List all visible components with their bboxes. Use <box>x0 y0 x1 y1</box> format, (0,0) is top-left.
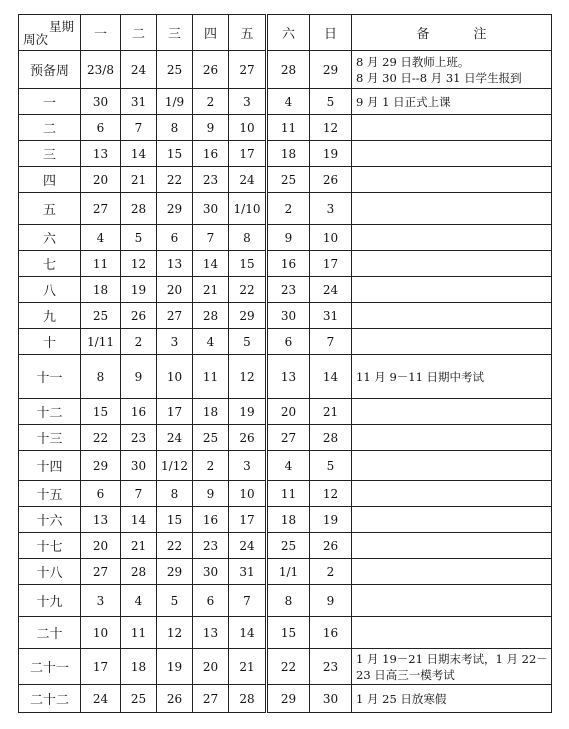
date-cell: 19 <box>310 141 352 167</box>
week-label-cell: 十九 <box>19 585 81 617</box>
date-cell: 8 <box>81 355 121 399</box>
date-cell: 24 <box>229 167 267 193</box>
week-label-cell: 十七 <box>19 533 81 559</box>
date-cell: 6 <box>81 115 121 141</box>
date-cell: 21 <box>121 533 157 559</box>
week-label-cell: 八 <box>19 277 81 303</box>
date-cell: 27 <box>267 425 310 451</box>
date-cell: 23 <box>310 649 352 685</box>
week-label-cell: 三 <box>19 141 81 167</box>
date-cell: 24 <box>121 51 157 89</box>
date-cell: 7 <box>229 585 267 617</box>
date-cell: 29 <box>229 303 267 329</box>
note-line: 8 月 30 日--8 月 31 日学生报到 <box>356 70 522 85</box>
note-cell <box>352 115 552 141</box>
date-cell: 26 <box>310 167 352 193</box>
date-cell: 18 <box>267 141 310 167</box>
date-cell: 2 <box>310 559 352 585</box>
date-cell: 6 <box>157 225 193 251</box>
date-cell: 25 <box>267 533 310 559</box>
date-cell: 17 <box>81 649 121 685</box>
date-cell: 9 <box>310 585 352 617</box>
note-line: 9 月 1 日正式上课 <box>356 94 451 109</box>
date-cell: 11 <box>81 251 121 277</box>
date-cell: 22 <box>157 167 193 193</box>
date-cell: 16 <box>121 399 157 425</box>
week-label-cell: 一 <box>19 89 81 115</box>
note-cell <box>352 533 552 559</box>
date-cell: 29 <box>81 451 121 481</box>
date-cell: 7 <box>121 481 157 507</box>
note-cell <box>352 649 552 685</box>
week-label-cell: 预备周 <box>19 51 81 89</box>
date-cell: 26 <box>121 303 157 329</box>
date-cell: 1/9 <box>157 89 193 115</box>
day-header-mon: 一 <box>81 15 121 51</box>
day-header-wed: 三 <box>157 15 193 51</box>
date-cell: 24 <box>157 425 193 451</box>
day-header-tue: 二 <box>121 15 157 51</box>
date-cell: 12 <box>310 481 352 507</box>
date-cell: 13 <box>157 251 193 277</box>
date-cell: 25 <box>81 303 121 329</box>
date-cell: 3 <box>81 585 121 617</box>
week-row <box>19 399 552 425</box>
date-cell: 12 <box>121 251 157 277</box>
header-row <box>19 15 552 51</box>
note-cell <box>352 225 552 251</box>
date-cell: 31 <box>229 559 267 585</box>
note-cell <box>352 481 552 507</box>
note-cell <box>352 559 552 585</box>
date-cell: 17 <box>229 141 267 167</box>
week-row <box>19 355 552 399</box>
note-cell <box>352 507 552 533</box>
date-cell: 28 <box>310 425 352 451</box>
week-label-cell: 十八 <box>19 559 81 585</box>
date-cell: 4 <box>193 329 229 355</box>
note-cell <box>352 355 552 399</box>
week-row <box>19 303 552 329</box>
date-cell: 11 <box>193 355 229 399</box>
date-cell: 6 <box>267 329 310 355</box>
note-cell <box>352 251 552 277</box>
week-label-cell: 十四 <box>19 451 81 481</box>
date-cell: 26 <box>157 685 193 713</box>
week-label-cell: 十五 <box>19 481 81 507</box>
date-cell: 23 <box>193 533 229 559</box>
week-label-cell: 十一 <box>19 355 81 399</box>
note-cell <box>352 617 552 649</box>
date-cell: 14 <box>121 141 157 167</box>
date-cell: 5 <box>310 451 352 481</box>
week-row <box>19 507 552 533</box>
date-cell: 10 <box>81 617 121 649</box>
note-cell <box>352 303 552 329</box>
date-cell: 5 <box>229 329 267 355</box>
date-cell: 7 <box>193 225 229 251</box>
week-number-header-label: 周次 <box>23 32 49 47</box>
date-cell: 8 <box>229 225 267 251</box>
week-label-cell: 二十一 <box>19 649 81 685</box>
note-cell <box>352 451 552 481</box>
date-cell: 3 <box>157 329 193 355</box>
day-header-sun: 日 <box>310 15 352 51</box>
weekday-header-label: 星期 <box>48 19 74 34</box>
date-cell: 15 <box>229 251 267 277</box>
date-cell: 28 <box>121 193 157 225</box>
date-cell: 25 <box>121 685 157 713</box>
date-cell: 10 <box>310 225 352 251</box>
week-row <box>19 193 552 225</box>
week-row <box>19 533 552 559</box>
date-cell: 21 <box>310 399 352 425</box>
date-cell: 10 <box>229 115 267 141</box>
date-cell: 18 <box>267 507 310 533</box>
date-cell: 28 <box>121 559 157 585</box>
week-row <box>19 141 552 167</box>
date-cell: 25 <box>267 167 310 193</box>
date-cell: 23/8 <box>81 51 121 89</box>
week-label-cell: 十六 <box>19 507 81 533</box>
week-row <box>19 225 552 251</box>
date-cell: 7 <box>121 115 157 141</box>
week-label-cell: 十三 <box>19 425 81 451</box>
date-cell: 30 <box>121 451 157 481</box>
date-cell: 1/11 <box>81 329 121 355</box>
date-cell: 2 <box>267 193 310 225</box>
date-cell: 2 <box>193 451 229 481</box>
week-label-cell: 六 <box>19 225 81 251</box>
date-cell: 20 <box>157 277 193 303</box>
note-line: 11 月 9－11 日期中考试 <box>356 369 485 384</box>
date-cell: 21 <box>229 649 267 685</box>
day-header-fri: 五 <box>229 15 267 51</box>
date-cell: 18 <box>121 649 157 685</box>
date-cell: 11 <box>267 115 310 141</box>
week-label-cell: 二十二 <box>19 685 81 713</box>
date-cell: 11 <box>121 617 157 649</box>
date-cell: 26 <box>310 533 352 559</box>
date-cell: 11 <box>267 481 310 507</box>
date-cell: 9 <box>267 225 310 251</box>
note-cell <box>352 425 552 451</box>
date-cell: 6 <box>81 481 121 507</box>
date-cell: 30 <box>310 685 352 713</box>
note-line: 1 月 19－21 日期末考试，1 月 22－ <box>356 651 548 666</box>
date-cell: 13 <box>193 617 229 649</box>
date-cell: 1/10 <box>229 193 267 225</box>
date-cell: 17 <box>229 507 267 533</box>
week-row <box>19 481 552 507</box>
date-cell: 17 <box>310 251 352 277</box>
date-cell: 16 <box>310 617 352 649</box>
note-cell <box>352 141 552 167</box>
note-cell <box>352 277 552 303</box>
week-row <box>19 685 552 713</box>
week-label-cell: 十 <box>19 329 81 355</box>
week-row <box>19 425 552 451</box>
day-header-sat: 六 <box>267 15 310 51</box>
date-cell: 4 <box>267 89 310 115</box>
date-cell: 23 <box>121 425 157 451</box>
date-cell: 13 <box>81 507 121 533</box>
date-cell: 15 <box>157 507 193 533</box>
week-label-cell: 九 <box>19 303 81 329</box>
week-row <box>19 51 552 89</box>
note-cell <box>352 51 552 89</box>
week-row <box>19 329 552 355</box>
week-label-cell: 七 <box>19 251 81 277</box>
week-row <box>19 167 552 193</box>
note-cell <box>352 329 552 355</box>
date-cell: 18 <box>193 399 229 425</box>
date-cell: 8 <box>267 585 310 617</box>
date-cell: 20 <box>81 167 121 193</box>
notes-header-char-2: 注 <box>473 27 487 42</box>
date-cell: 23 <box>193 167 229 193</box>
date-cell: 29 <box>310 51 352 89</box>
date-cell: 22 <box>81 425 121 451</box>
date-cell: 5 <box>121 225 157 251</box>
date-cell: 10 <box>157 355 193 399</box>
date-cell: 12 <box>310 115 352 141</box>
date-cell: 13 <box>267 355 310 399</box>
date-cell: 18 <box>81 277 121 303</box>
week-row <box>19 251 552 277</box>
week-label-cell: 五 <box>19 193 81 225</box>
date-cell: 2 <box>193 89 229 115</box>
week-row <box>19 277 552 303</box>
week-label-cell: 十二 <box>19 399 81 425</box>
date-cell: 22 <box>157 533 193 559</box>
note-cell <box>352 685 552 713</box>
date-cell: 8 <box>157 481 193 507</box>
date-cell: 30 <box>193 193 229 225</box>
date-cell: 21 <box>193 277 229 303</box>
date-cell: 16 <box>193 141 229 167</box>
header-corner-cell <box>19 15 81 51</box>
date-cell: 27 <box>81 193 121 225</box>
note-cell <box>352 193 552 225</box>
date-cell: 1/12 <box>157 451 193 481</box>
date-cell: 13 <box>81 141 121 167</box>
date-cell: 14 <box>121 507 157 533</box>
date-cell: 10 <box>229 481 267 507</box>
date-cell: 8 <box>157 115 193 141</box>
date-cell: 31 <box>121 89 157 115</box>
date-cell: 21 <box>121 167 157 193</box>
note-cell <box>352 167 552 193</box>
date-cell: 26 <box>193 51 229 89</box>
date-cell: 14 <box>310 355 352 399</box>
date-cell: 30 <box>81 89 121 115</box>
date-cell: 20 <box>193 649 229 685</box>
date-cell: 27 <box>157 303 193 329</box>
date-cell: 4 <box>121 585 157 617</box>
date-cell: 22 <box>267 649 310 685</box>
date-cell: 30 <box>267 303 310 329</box>
date-cell: 4 <box>267 451 310 481</box>
week-row <box>19 451 552 481</box>
date-cell: 28 <box>193 303 229 329</box>
date-cell: 24 <box>81 685 121 713</box>
week-row <box>19 617 552 649</box>
date-cell: 1/1 <box>267 559 310 585</box>
week-row <box>19 89 552 115</box>
date-cell: 9 <box>193 115 229 141</box>
date-cell: 5 <box>310 89 352 115</box>
date-cell: 16 <box>267 251 310 277</box>
date-cell: 26 <box>229 425 267 451</box>
note-cell <box>352 585 552 617</box>
date-cell: 27 <box>81 559 121 585</box>
day-header-thu: 四 <box>193 15 229 51</box>
date-cell: 15 <box>157 141 193 167</box>
date-cell: 6 <box>193 585 229 617</box>
date-cell: 5 <box>157 585 193 617</box>
date-cell: 9 <box>121 355 157 399</box>
week-row <box>19 649 552 685</box>
week-label-cell: 二 <box>19 115 81 141</box>
date-cell: 4 <box>81 225 121 251</box>
note-cell <box>352 89 552 115</box>
date-cell: 27 <box>193 685 229 713</box>
date-cell: 12 <box>229 355 267 399</box>
date-cell: 3 <box>229 451 267 481</box>
date-cell: 12 <box>157 617 193 649</box>
date-cell: 2 <box>121 329 157 355</box>
week-label-cell: 二十 <box>19 617 81 649</box>
date-cell: 29 <box>157 193 193 225</box>
date-cell: 28 <box>229 685 267 713</box>
date-cell: 16 <box>193 507 229 533</box>
date-cell: 19 <box>121 277 157 303</box>
week-row <box>19 585 552 617</box>
date-cell: 20 <box>81 533 121 559</box>
date-cell: 24 <box>310 277 352 303</box>
date-cell: 3 <box>310 193 352 225</box>
week-label-cell: 四 <box>19 167 81 193</box>
note-cell <box>352 399 552 425</box>
date-cell: 30 <box>193 559 229 585</box>
date-cell: 15 <box>267 617 310 649</box>
date-cell: 22 <box>229 277 267 303</box>
date-cell: 9 <box>193 481 229 507</box>
date-cell: 19 <box>157 649 193 685</box>
date-cell: 15 <box>81 399 121 425</box>
calendar-body <box>19 51 552 713</box>
note-line: 23 日高三一模考试 <box>356 667 455 682</box>
date-cell: 31 <box>310 303 352 329</box>
notes-header <box>352 15 552 51</box>
date-cell: 20 <box>267 399 310 425</box>
date-cell: 7 <box>310 329 352 355</box>
date-cell: 25 <box>157 51 193 89</box>
date-cell: 28 <box>267 51 310 89</box>
week-row <box>19 115 552 141</box>
date-cell: 25 <box>193 425 229 451</box>
date-cell: 17 <box>157 399 193 425</box>
notes-header-char-1: 备 <box>416 27 430 42</box>
week-row <box>19 559 552 585</box>
note-line: 8 月 29 日教师上班。 <box>356 54 470 69</box>
date-cell: 14 <box>229 617 267 649</box>
note-line: 1 月 25 日放寒假 <box>356 691 447 706</box>
school-calendar-table <box>18 14 552 713</box>
date-cell: 14 <box>193 251 229 277</box>
date-cell: 24 <box>229 533 267 559</box>
date-cell: 19 <box>229 399 267 425</box>
date-cell: 29 <box>157 559 193 585</box>
date-cell: 29 <box>267 685 310 713</box>
date-cell: 3 <box>229 89 267 115</box>
date-cell: 19 <box>310 507 352 533</box>
date-cell: 23 <box>267 277 310 303</box>
date-cell: 27 <box>229 51 267 89</box>
